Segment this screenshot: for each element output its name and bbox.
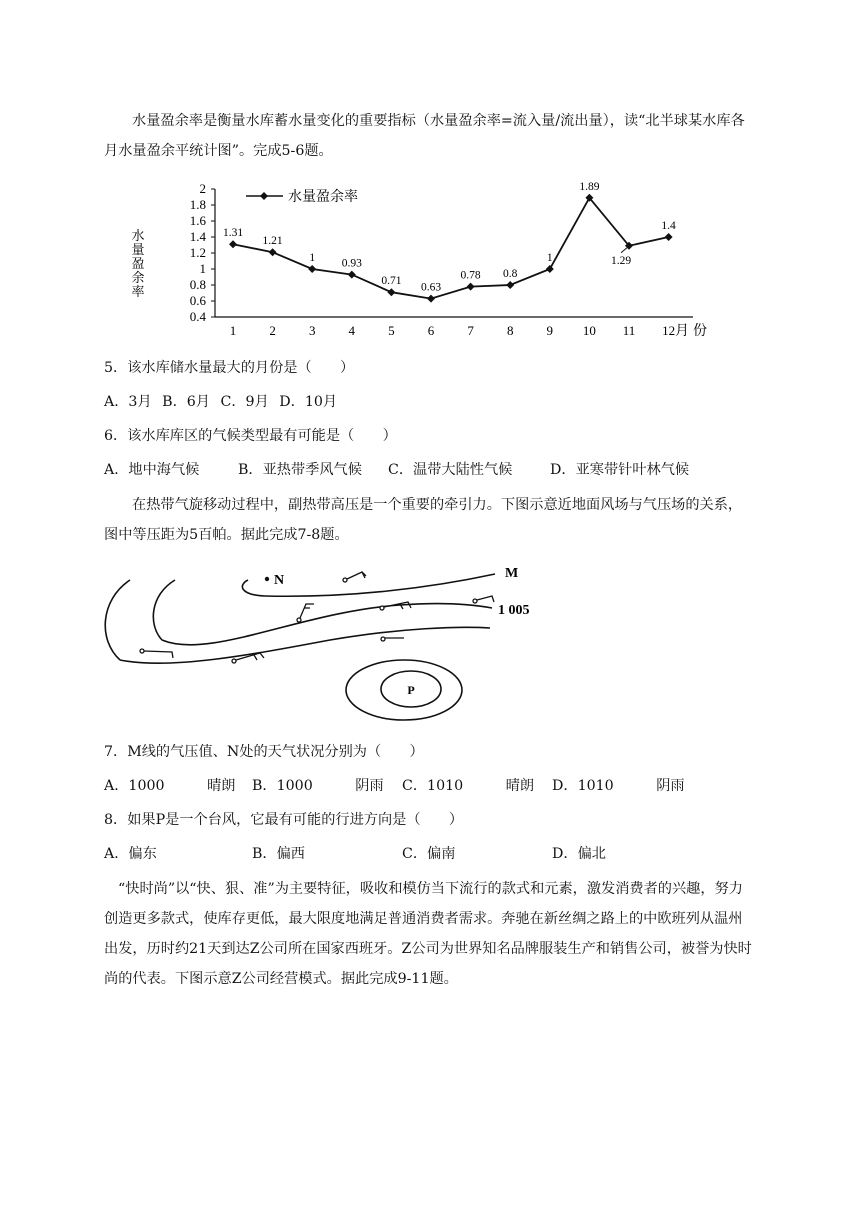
isobar-bottom-line xyxy=(120,627,490,663)
y-tick-label: 1.8 xyxy=(189,197,206,212)
data-point xyxy=(467,283,475,291)
y-tick-label: 1.6 xyxy=(189,213,206,228)
q8-option-c[interactable]: C．偏南 xyxy=(402,846,456,862)
q8-option-b[interactable]: B．偏西 xyxy=(252,846,305,862)
data-label: 1 xyxy=(309,252,316,264)
q7-option-b[interactable]: B．1000 阴雨 xyxy=(252,778,384,794)
data-label: 1.29 xyxy=(610,254,632,267)
question-7-stem: 7．M线的气压值、N处的天气状况分别为（ ） xyxy=(104,744,424,760)
data-point xyxy=(546,265,554,273)
label-m: M xyxy=(505,566,519,581)
x-tick-label: 12 xyxy=(662,323,676,338)
label-1005: 1 005 xyxy=(498,603,530,618)
data-point xyxy=(308,265,316,273)
data-point xyxy=(229,240,237,248)
y-tick-label: 1.4 xyxy=(189,229,206,244)
q7-option-d[interactable]: D．1010 阴雨 xyxy=(552,778,685,794)
label-p: P xyxy=(407,683,415,697)
q6-option-b[interactable]: B．亚热带季风气候 xyxy=(238,462,362,478)
x-tick-label: 8 xyxy=(506,323,514,338)
y-tick-label: 0.8 xyxy=(189,277,206,292)
q6-option-d[interactable]: D．亚寒带针叶林气候 xyxy=(550,462,690,478)
legend-label: 水量盈余率 xyxy=(288,190,358,205)
x-tick-label: 6 xyxy=(427,323,435,338)
y-axis-label-char: 率 xyxy=(131,284,145,299)
data-label: 1.89 xyxy=(579,180,600,193)
y-tick-label: 1 xyxy=(199,261,206,276)
y-tick-label: 0.4 xyxy=(189,309,206,324)
question-6-stem: 6．该水库库区的气候类型最有可能是（ ） xyxy=(104,428,397,444)
q5-option-b[interactable]: B．6月 xyxy=(162,394,210,410)
x-tick-label: 11 xyxy=(622,323,636,338)
q7-option-c[interactable]: C．1010 晴朗 xyxy=(402,778,535,794)
x-axis-label: 月份 xyxy=(675,324,711,339)
data-label: 0.78 xyxy=(460,269,481,282)
question-5-stem: 5．该水库储水量最大的月份是（ ） xyxy=(104,360,355,376)
x-tick-label: 5 xyxy=(388,323,395,338)
water-surplus-chart xyxy=(118,180,718,345)
wind-barb-bottom-3 xyxy=(381,637,404,641)
data-label: 1.21 xyxy=(262,235,283,248)
y-tick-label: 2 xyxy=(199,181,206,196)
data-point xyxy=(387,288,395,296)
isobar-outer-arc xyxy=(105,580,130,660)
q5-option-d[interactable]: D．10月 xyxy=(279,394,338,410)
y-axis-label-char: 盈 xyxy=(131,256,145,271)
isobar-arc-2 xyxy=(153,580,175,640)
data-label: 0.71 xyxy=(381,275,402,288)
data-point xyxy=(269,248,277,256)
data-label: 1 xyxy=(546,252,553,264)
q6-option-c[interactable]: C．温带大陆性气候 xyxy=(388,462,513,478)
x-tick-label: 2 xyxy=(269,323,276,338)
data-label: 0.8 xyxy=(503,268,518,280)
wind-barb-m-1 xyxy=(343,572,366,582)
wind-barb-middle-3 xyxy=(473,596,494,603)
data-point xyxy=(665,233,673,241)
q7-option-a[interactable]: A．1000 晴朗 xyxy=(104,778,236,794)
y-tick-label: 1.2 xyxy=(189,245,206,260)
q8-option-a[interactable]: A．偏东 xyxy=(104,846,157,862)
q5-option-a[interactable]: A．3月 xyxy=(104,394,152,410)
q8-option-d[interactable]: D．偏北 xyxy=(552,846,606,862)
x-tick-label: 4 xyxy=(348,323,356,338)
x-tick-label: 9 xyxy=(546,323,554,338)
intro-paragraph-3: “快时尚”以“快、狠、准”为主要特征，吸收和模仿当下流行的款式和元素，激发消费者的兴趣，努力创造更多款式，使库存更低，最大限度地满足普通消费者需求。奔驰在新丝绸之路上的中欧班列从温州出发，历时约21天到达Z公司所在国家西班牙。Z公司为世界知名品牌服装生产和销售公司，被誉为快时尚的代表。下图示意Z公司经营模式。据此完成9-11题。 xyxy=(104,881,752,987)
q6-option-a[interactable]: A．地中海气候 xyxy=(104,462,200,478)
x-tick-label: 7 xyxy=(467,323,474,338)
isobar-1005-line xyxy=(162,604,492,645)
data-point xyxy=(427,295,435,303)
y-tick-label: 0.6 xyxy=(189,293,206,308)
y-axis-label-char: 水 xyxy=(131,228,145,243)
data-label: 0.93 xyxy=(341,257,362,270)
data-point xyxy=(506,281,514,289)
label-n: N xyxy=(274,573,285,588)
y-axis-label-char: 量 xyxy=(131,242,145,257)
isobar-p-outer-ring xyxy=(346,660,462,720)
x-tick-label: 3 xyxy=(308,323,316,338)
x-tick-label: 1 xyxy=(229,323,237,338)
isobar-wind-map xyxy=(100,560,560,726)
question-8-stem: 8．如果P是一个台风，它最有可能的行进方向是（ ） xyxy=(104,812,464,828)
data-label: 1.31 xyxy=(222,227,244,240)
series-line xyxy=(233,198,669,299)
chart-legend xyxy=(246,188,358,205)
point-n-marker xyxy=(265,577,269,581)
wind-barb-bottom-1 xyxy=(140,649,173,658)
y-axis-label-char: 余 xyxy=(131,270,145,285)
data-label: 0.63 xyxy=(420,281,442,294)
y-axis-label xyxy=(131,228,144,299)
intro-paragraph-2: 在热带气旋移动过程中，副热带高压是一个重要的牵引力。下图示意近地面风场与气压场的关系，图中等压距为5百帕。据此完成7-8题。 xyxy=(104,497,743,543)
q5-option-c[interactable]: C．9月 xyxy=(220,394,269,410)
intro-paragraph-1: 水量盈余率是衡量水库蓄水量变化的重要指标（水量盈余率=流入量/流出量），读“北半球某水库各月水量盈余平统计图”。完成5-6题。 xyxy=(104,113,745,159)
data-point xyxy=(348,271,356,279)
x-tick-label: 10 xyxy=(582,323,596,338)
data-label: 1.4 xyxy=(661,220,676,232)
data-label-leader xyxy=(621,248,627,253)
